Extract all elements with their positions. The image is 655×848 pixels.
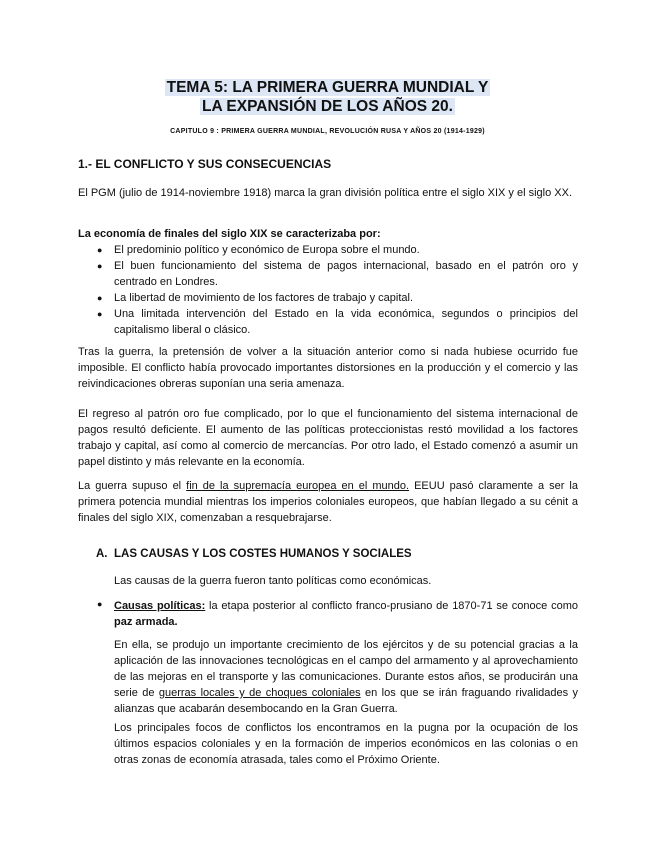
list-item: ● El buen funcionamiento del sistema de pagos internacional, basado en el patrón oro y centrado en Londres. bbox=[97, 260, 578, 288]
conflict-foci-paragraph: Los principales focos de conflictos los encontramos en la pugna por la ocupación de los últimos espacios coloniales y en la formación de imperios económicos en las colonias o en otras zonas de economía atrasada, tales como el Próximo Oriente. bbox=[114, 722, 578, 766]
section-a-heading: A. LAS CAUSAS Y LOS COSTES HUMANOS Y SOCIALES bbox=[96, 548, 412, 560]
list-item: ● Una limitada intervención del Estado en la vida económica, segundos o principios del capitalismo liberal o clásico. bbox=[97, 308, 578, 336]
bullet-dot-icon: ● bbox=[97, 599, 103, 609]
bullet-dot-icon: ● bbox=[97, 309, 103, 319]
bullet-dot-icon: ● bbox=[97, 245, 103, 255]
document-title-line-1: TEMA 5: LA PRIMERA GUERRA MUNDIAL Y bbox=[166, 79, 489, 96]
list-item: ● La libertad de movimiento de los factores de trabajo y capital. bbox=[97, 292, 413, 304]
economy-bullet-list bbox=[78, 242, 578, 338]
bullet-dot-icon: ● bbox=[97, 261, 103, 271]
postwar-paragraph: Tras la guerra, la pretensión de volver a la situación anterior como si nada hubiese ocurrido fue imposible. El conflicto había provocado importantes distorsiones en la producción y el comercio y las reivindicaciones obreras suponían una seria amenaza. bbox=[78, 346, 578, 390]
bullet-dot-icon: ● bbox=[97, 293, 103, 303]
section-1-heading: 1.- EL CONFLICTO Y SUS CONSECUENCIAS bbox=[78, 157, 332, 171]
end-supremacy-paragraph: La guerra supuso el fin de la supremacía europea en el mundo. EEUU pasó claramente a ser la primera potencia mundial mientras los imperios coloniales europeos, que habían llegado a su cénit a finales del siglo XIX, comenzaban a resquebrajarse. bbox=[78, 480, 578, 524]
document-title-line-2: LA EXPANSIÓN DE LOS AÑOS 20. bbox=[202, 98, 453, 115]
gold-standard-paragraph: El regreso al patrón oro fue complicado, por lo que el funcionamiento del sistema internacional de pagos resultó deficiente. El aumento de las políticas proteccionistas restó movilidad a los factores trabajo y capital, así como al comercio de mercancías. Por otro lado, el Estado comenzó a asumir un papel distinto y más relevante en la economía. bbox=[78, 408, 578, 468]
section-1-intro: El PGM (julio de 1914-noviembre 1918) marca la gran división política entre el siglo XIX y el siglo XX. bbox=[78, 187, 573, 199]
causes-intro: Las causas de la guerra fueron tanto políticas como económicas. bbox=[114, 575, 432, 587]
chapter-subtitle: CAPITULO 9 : PRIMERA GUERRA MUNDIAL, REVOLUCIÓN RUSA Y AÑOS 20 (1914-1929) bbox=[170, 128, 485, 135]
armed-peace-paragraph: En ella, se produjo un importante crecimiento de los ejércitos y de su potencial gracias a la aplicación de las innovaciones tecnológicas en el campo del armamento y al aprovechamiento de las mejoras en el transporte y las comunicaciones. Durante estos años, se producirán una serie de guerras locales y de choques coloniales en los que se irán fraguando rivalidades y alianzas que acabarán desembocando en la Gran Guerra. bbox=[114, 639, 579, 715]
list-item: ● El predominio político y económico de Europa sobre el mundo. bbox=[97, 244, 420, 256]
underlined-phrase: guerras locales y de choques coloniales bbox=[158, 687, 361, 699]
political-causes-paragraph: Causas políticas: la etapa posterior al conflicto franco-prusiano de 1870-71 se conoce como paz armada. bbox=[114, 600, 578, 628]
underlined-phrase: fin de la supremacía europea en el mundo. bbox=[186, 480, 410, 492]
economy-heading: La economía de finales del siglo XIX se caracterizaba por: bbox=[78, 228, 381, 240]
political-causes-label: Causas políticas: bbox=[114, 600, 206, 612]
